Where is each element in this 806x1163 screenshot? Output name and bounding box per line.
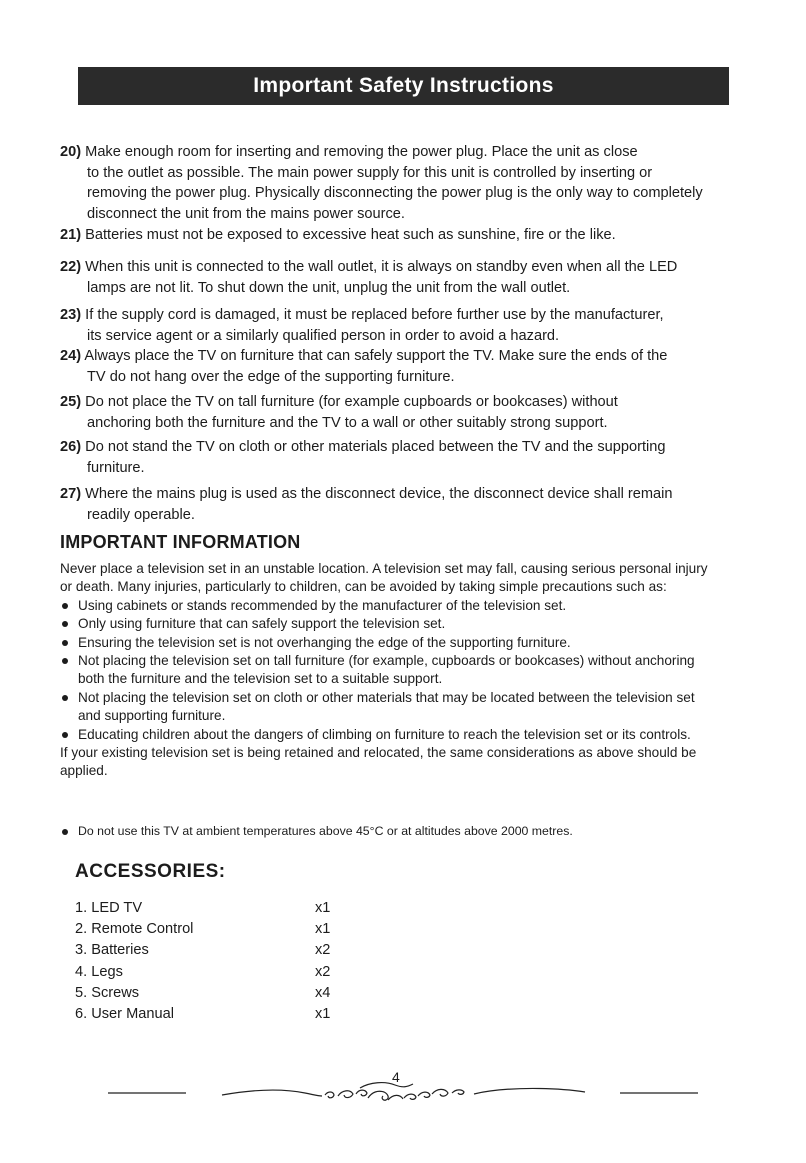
scroll-flourish-icon: [222, 1083, 585, 1101]
precaution-item: Educating children about the dangers of climbing on furniture to reach the television set or its controls.: [60, 726, 720, 744]
item-number: 25): [60, 394, 82, 410]
instruction-item-20: [60, 142, 750, 224]
accessory-row: [75, 919, 330, 940]
accessory-name: 1. LED TV: [75, 900, 143, 916]
accessory-name: 5. Screws: [75, 984, 140, 1001]
accessories-heading: ACCESSORIES:: [75, 861, 226, 882]
item-text-continued: removing the power plug. Physically disconnecting the power plug is the only way to completely: [87, 185, 703, 201]
important-information-heading: IMPORTANT INFORMATION: [60, 532, 301, 552]
accessories-list: [75, 898, 330, 1025]
instruction-item-22: [60, 257, 750, 298]
accessory-name: 4. Legs: [75, 963, 123, 980]
page-number: 4: [392, 1069, 400, 1085]
item-number: 23): [60, 307, 82, 323]
accessory-row: [75, 983, 330, 1004]
item-text: Always place the TV on furniture that can safely support the TV. Make sure the ends of the: [84, 348, 668, 364]
item-text-continued: disconnect the unit from the mains power source.: [87, 205, 405, 222]
accessory-row: [75, 898, 330, 919]
item-text-continued: readily operable.: [87, 506, 195, 523]
info-outro: If your existing television set is being retained and relocated, the same considerations as above should be applied.: [60, 745, 697, 779]
info-intro: Never place a television set in an unstable location. A television set may fall, causing serious personal injury or death. Many injuries, particularly to children, can be avoided by taking simple precautions such as:: [60, 561, 708, 595]
accessory-qty: x2: [315, 963, 331, 980]
instruction-item-21: [60, 225, 750, 246]
page-title-banner: [78, 67, 729, 105]
item-number: 26): [60, 439, 82, 455]
item-number: 27): [60, 486, 82, 502]
accessory-row: [75, 962, 330, 983]
footer-ornament: [0, 1060, 806, 1120]
instruction-item-27: [60, 484, 750, 525]
accessory-row: [75, 940, 330, 961]
accessory-qty: x1: [315, 900, 331, 916]
item-number: 24): [60, 348, 82, 364]
item-number: 20): [60, 144, 82, 160]
instruction-item-24: [60, 346, 750, 387]
item-text-continued: furniture.: [87, 459, 145, 476]
precaution-item: Ensuring the television set is not overhanging the edge of the supporting furniture.: [60, 634, 720, 652]
accessory-name: 2. Remote Control: [75, 921, 194, 938]
instruction-item-25: [60, 392, 750, 433]
accessory-qty: x2: [315, 942, 331, 959]
precaution-item: Only using furniture that can safely support the television set.: [60, 615, 720, 633]
item-text-continued: its service agent or a similarly qualified person in order to avoid a hazard.: [87, 327, 560, 344]
accessory-qty: x4: [315, 984, 331, 1001]
temperature-warning: Do not use this TV at ambient temperatures above 45°C or at altitudes above 2000 metres.: [60, 824, 573, 838]
item-text: When this unit is connected to the wall outlet, it is always on standby even when all the LED: [85, 259, 678, 275]
instruction-item-26: [60, 437, 750, 478]
accessory-row: [75, 1004, 330, 1025]
instruction-item-23: [60, 305, 750, 346]
item-text: Batteries must not be exposed to excessive heat such as sunshine, fire or the like.: [85, 227, 616, 243]
item-text-continued: to the outlet as possible. The main power supply for this unit is controlled by inserting or: [87, 164, 653, 181]
accessory-name: 3. Batteries: [75, 942, 149, 959]
accessory-name: 6. User Manual: [75, 1006, 174, 1023]
accessory-qty: x1: [315, 921, 331, 938]
precaution-item: Not placing the television set on cloth or other materials that may be located between the television set and supporting furniture.: [60, 689, 720, 726]
item-number: 21): [60, 227, 82, 243]
item-text-continued: anchoring both the furniture and the TV to a wall or other suitably strong support.: [87, 414, 608, 431]
item-text: If the supply cord is damaged, it must be replaced before further use by the manufacturer,: [85, 307, 664, 323]
precaution-item: Not placing the television set on tall furniture (for example, cupboards or bookcases) without anchoring both the furniture and the television set to a suitable support.: [60, 652, 720, 689]
item-text: Where the mains plug is used as the disconnect device, the disconnect device shall remain: [85, 486, 673, 502]
item-text: Do not place the TV on tall furniture (for example cupboards or bookcases) without: [85, 394, 618, 410]
precautions-list: [60, 597, 720, 744]
accessory-qty: x1: [315, 1006, 331, 1023]
item-number: 22): [60, 259, 82, 275]
item-text: Do not stand the TV on cloth or other materials placed between the TV and the supporting: [85, 439, 666, 455]
item-text-continued: TV do not hang over the edge of the supporting furniture.: [87, 368, 455, 385]
item-text: Make enough room for inserting and removing the power plug. Place the unit as close: [85, 144, 638, 160]
page-title: Important Safety Instructions: [253, 74, 554, 97]
item-text-continued: lamps are not lit. To shut down the unit, unplug the unit from the wall outlet.: [87, 279, 571, 296]
precaution-item: Using cabinets or stands recommended by the manufacturer of the television set.: [60, 597, 720, 615]
important-information-body: [60, 560, 720, 781]
